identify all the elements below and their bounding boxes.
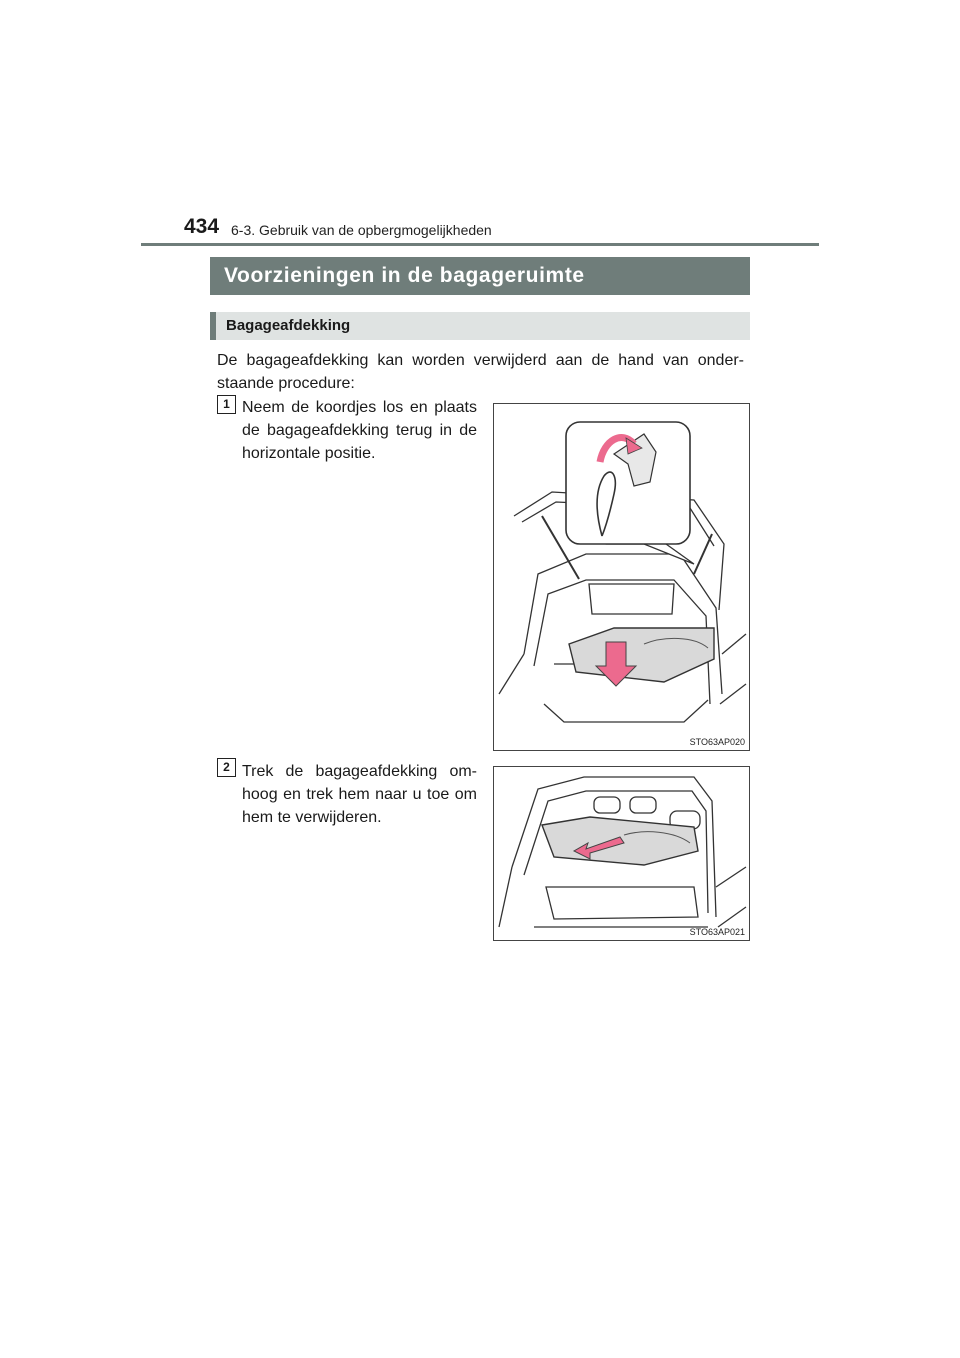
- step-2-text: Trek de bagageafdekking om-hoog en trek hem naar u toe om hem te verwijderen.: [242, 763, 477, 826]
- header-rule: [141, 243, 819, 246]
- subsection-title: Bagageafdekking: [210, 312, 750, 340]
- step-2-illustration: [493, 766, 750, 941]
- step-1-number: 1: [217, 395, 236, 414]
- page-number: 434: [184, 215, 220, 238]
- step-1-text: Neem de koordjes los en plaats de bagageafdekking terug in de horizontale positie.: [242, 399, 477, 462]
- cargo-cover-removal-drawing: [494, 767, 751, 942]
- section-title: Voorzieningen in de bagageruimte: [210, 257, 750, 295]
- step-2-number: 2: [217, 758, 236, 777]
- step-1-illustration: [493, 403, 750, 751]
- step-2-figure-code: STO63AP021: [689, 927, 745, 937]
- step-1-figure-code: STO63AP020: [689, 737, 745, 747]
- open-tailgate-drawing: [494, 404, 751, 752]
- intro-text: De bagageafdekking kan worden verwijderd aan de hand van onder-staande procedure:: [217, 352, 744, 392]
- chapter-title: 6-3. Gebruik van de opbergmogelijkheden: [231, 222, 492, 238]
